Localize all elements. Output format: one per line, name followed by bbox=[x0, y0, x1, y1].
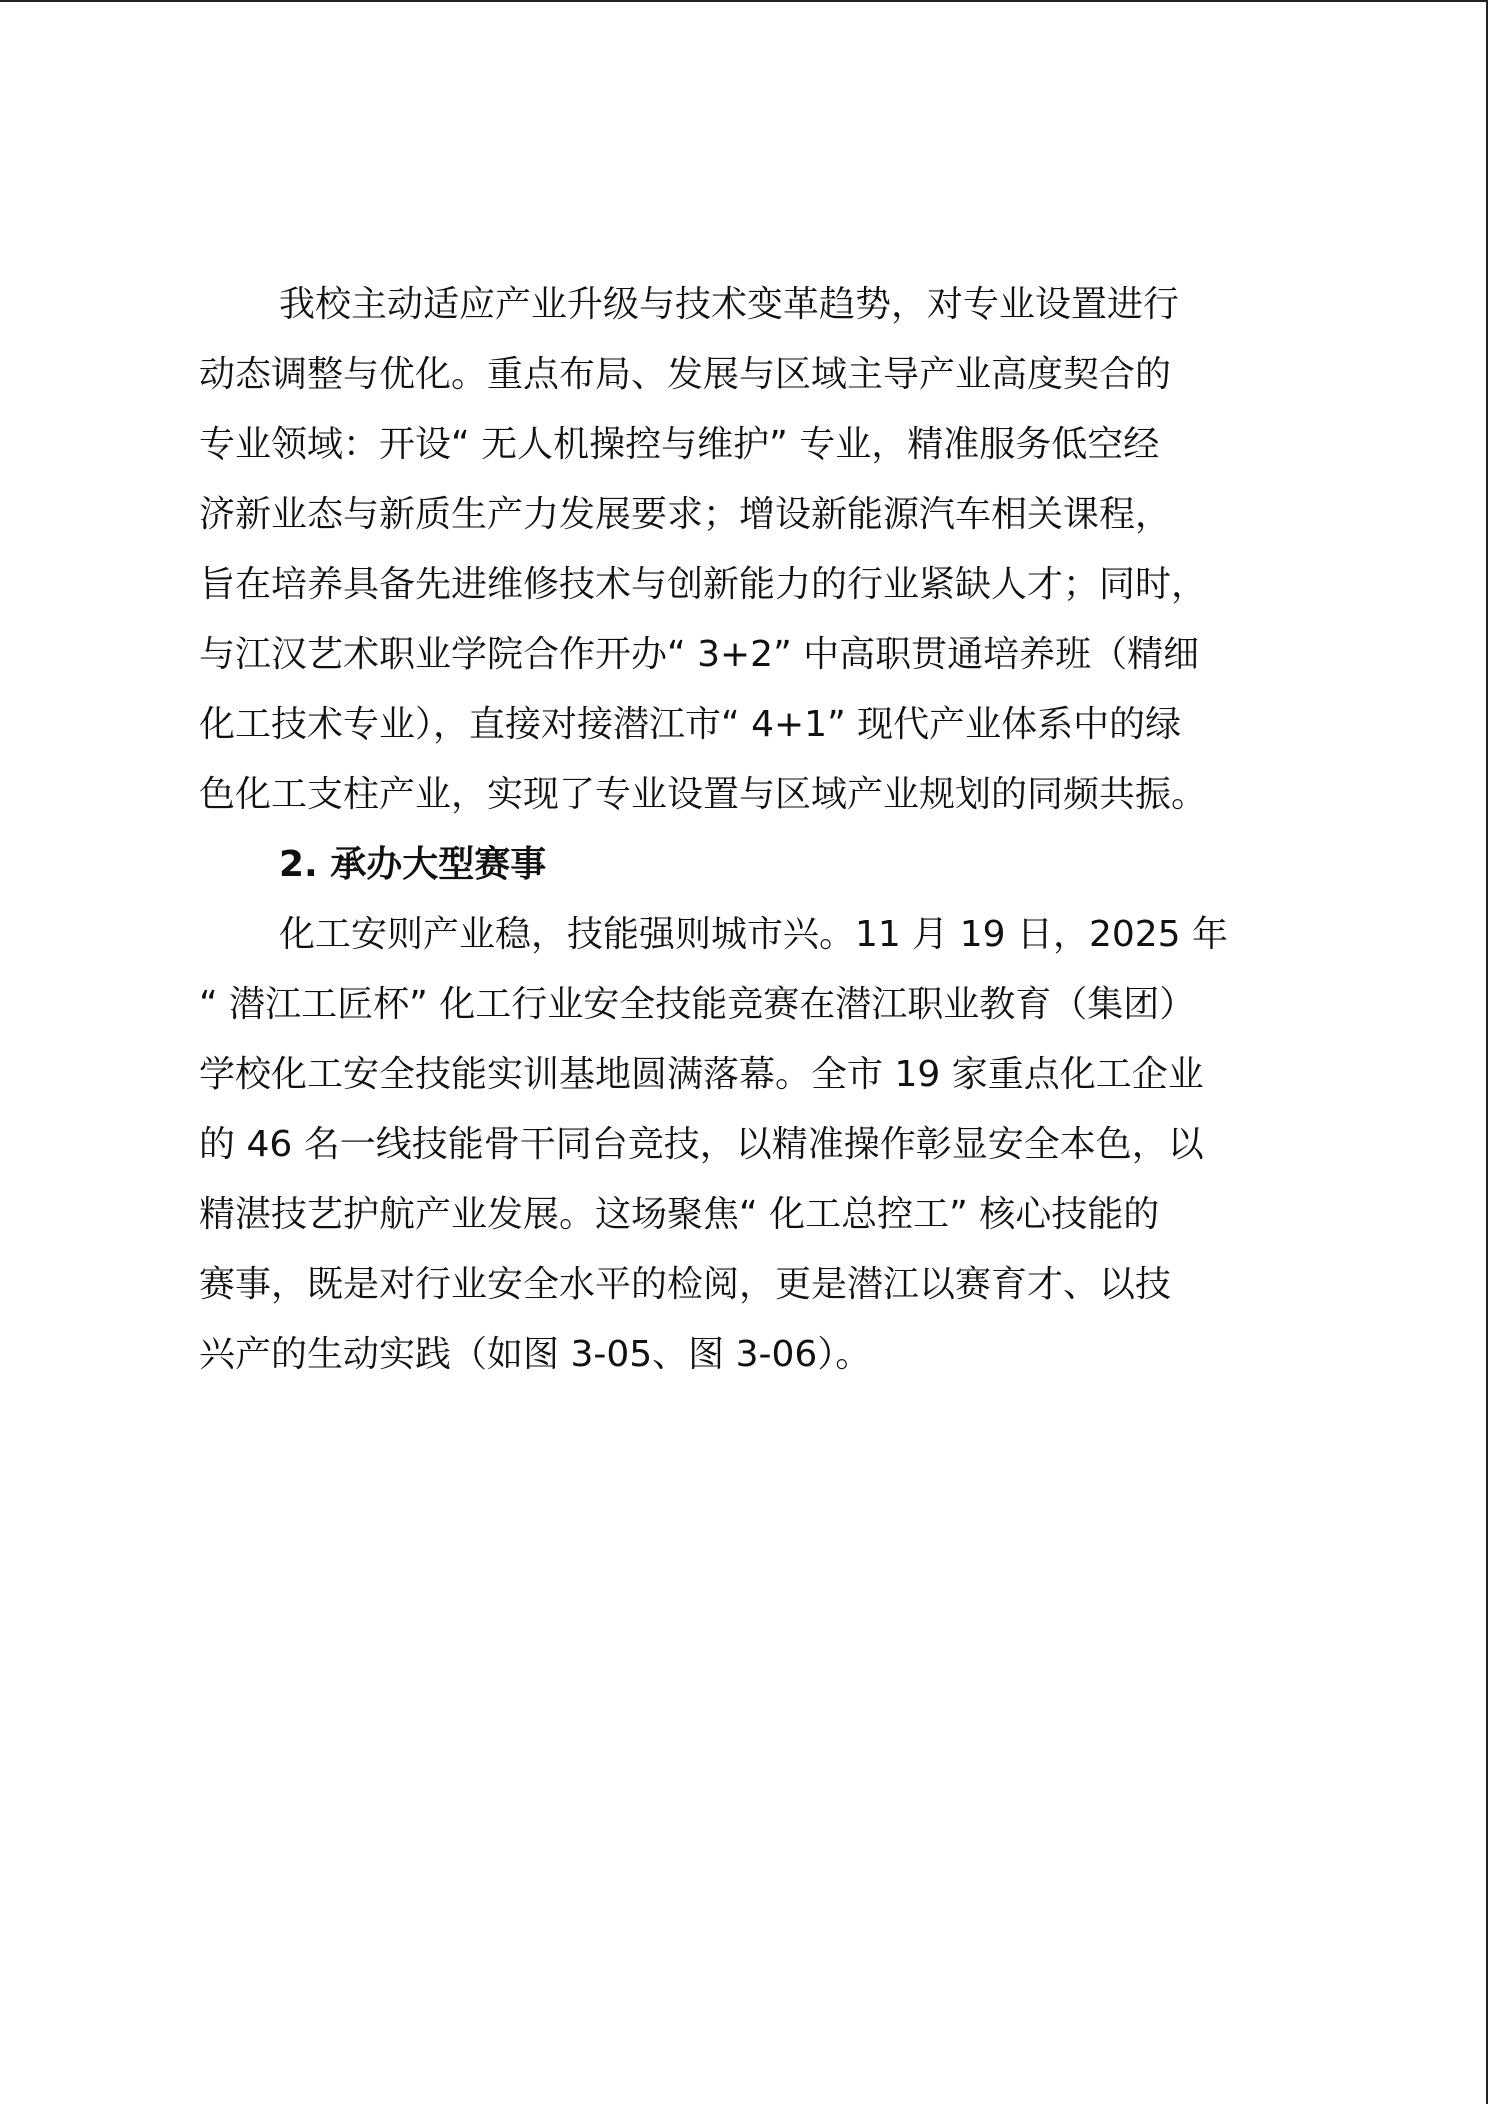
text-line: 精湛技艺护航产业发展。这场聚焦“ 化工总控工” 核心技能的 bbox=[199, 1194, 1160, 1235]
section-heading: 2. 承办大型赛事 bbox=[279, 844, 547, 885]
page-border-top bbox=[0, 0, 1488, 2]
text-line: 学校化工安全技能实训基地圆满落幕。全市 19 家重点化工企业 bbox=[199, 1054, 1204, 1095]
text-line: 动态调整与优化。重点布局、发展与区域主导产业高度契合的 bbox=[199, 354, 1172, 395]
text-line: 色化工支柱产业，实现了专业设置与区域产业规划的同频共振。 bbox=[199, 774, 1208, 815]
text-line: 与江汉艺术职业学院合作开办“ 3+2” 中高职贯通培养班（精细 bbox=[199, 634, 1200, 675]
paragraph-curriculum-adjustment bbox=[199, 270, 1299, 830]
text-line: 的 46 名一线技能骨干同台竞技，以精准操作彰显安全本色，以 bbox=[199, 1124, 1204, 1165]
paragraph-competition bbox=[199, 900, 1299, 1390]
text-line: 化工技术专业），直接对接潜江市“ 4+1” 现代产业体系中的绿 bbox=[199, 704, 1182, 745]
text-line: 兴产的生动实践（如图 3-05、图 3-06）。 bbox=[199, 1334, 872, 1375]
text-line: 济新业态与新质生产力发展要求；增设新能源汽车相关课程， bbox=[199, 494, 1172, 535]
text-line: 我校主动适应产业升级与技术变革趋势，对专业设置进行 bbox=[279, 284, 1180, 325]
text-line: 化工安则产业稳，技能强则城市兴。11 月 19 日，2025 年 bbox=[279, 914, 1229, 955]
text-line: 专业领域：开设“ 无人机操控与维护” 专业，精准服务低空经 bbox=[199, 424, 1160, 465]
text-line: 旨在培养具备先进维修技术与创新能力的行业紧缺人才；同时， bbox=[199, 564, 1208, 605]
text-line: “ 潜江工匠杯” 化工行业安全技能竞赛在潜江职业教育（集团） bbox=[199, 984, 1196, 1025]
text-line: 赛事，既是对行业安全水平的检阅，更是潜江以赛育才、以技 bbox=[199, 1264, 1172, 1305]
document-body bbox=[199, 270, 1299, 1390]
